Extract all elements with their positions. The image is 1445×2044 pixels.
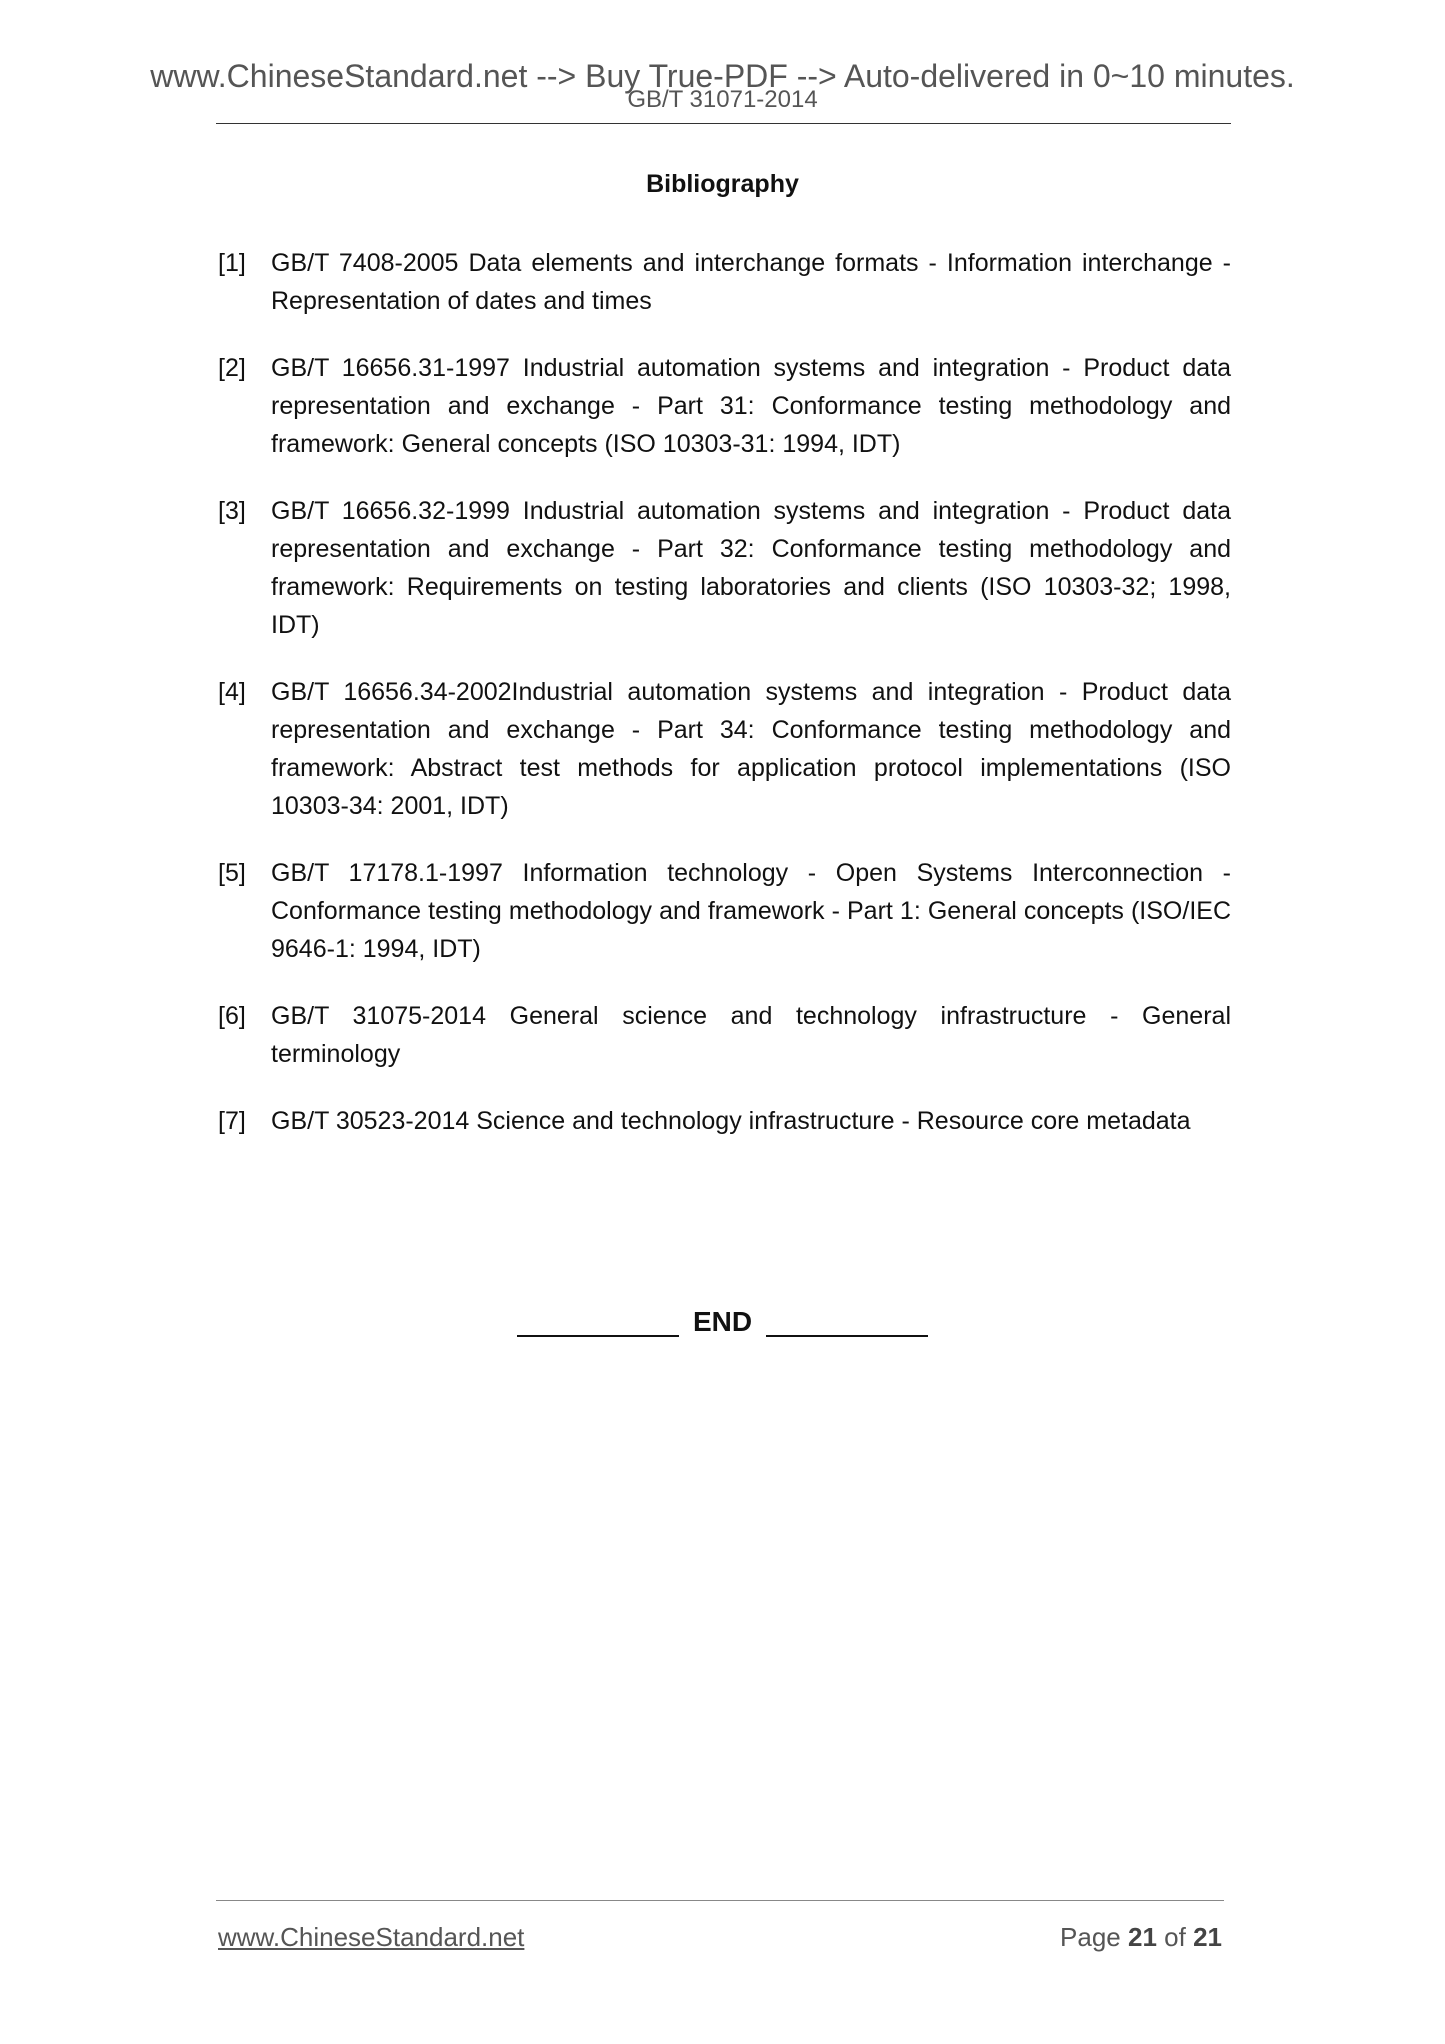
reference-item-2 xyxy=(218,349,1231,463)
reference-item-1 xyxy=(218,244,1231,320)
page-current: 21 xyxy=(1128,1922,1157,1952)
footer-divider xyxy=(216,1900,1224,1901)
reference-number: [2] xyxy=(218,354,246,382)
reference-text: GB/T 16656.31-1997 Industrial automation systems and integration - Product data representation and exchange - Part 31: Conformance testing methodology and framework: General concepts (ISO 10303-31: 1994, IDT) xyxy=(271,354,1231,458)
reference-item-7 xyxy=(218,1102,1231,1140)
reference-item-6 xyxy=(218,997,1231,1073)
end-label: END xyxy=(692,1306,753,1337)
reference-item-3 xyxy=(218,492,1231,644)
reference-number: [3] xyxy=(218,497,246,525)
reference-text: GB/T 31075-2014 General science and technology infrastructure - General terminology xyxy=(271,1002,1231,1068)
reference-number: [4] xyxy=(218,678,246,706)
header-banner: www.ChineseStandard.net --> Buy True-PDF --> Auto-delivered in 0~10 minutes. xyxy=(150,58,1295,94)
page-indicator xyxy=(1060,1922,1222,1953)
page-total: 21 xyxy=(1193,1922,1222,1952)
document-code: GB/T 31071-2014 xyxy=(627,86,818,113)
header-divider xyxy=(216,123,1231,124)
reference-text: GB/T 7408-2005 Data elements and interchange formats - Information interchange - Representation of dates and times xyxy=(271,249,1231,315)
end-rule-right xyxy=(766,1335,928,1337)
reference-item-5 xyxy=(218,854,1231,968)
section-title: Bibliography xyxy=(646,170,799,198)
reference-number: [6] xyxy=(218,1002,246,1030)
reference-number: [7] xyxy=(218,1107,246,1135)
page-prefix: Page xyxy=(1060,1922,1121,1952)
reference-list xyxy=(218,244,1231,1169)
reference-text: GB/T 16656.34-2002Industrial automation systems and integration - Product data representation and exchange - Part 34: Conformance testing methodology and framework: Abstract test methods for application protocol implementations (ISO 10303-34: 2001, IDT) xyxy=(271,678,1231,820)
reference-item-4 xyxy=(218,673,1231,825)
reference-text: GB/T 16656.32-1999 Industrial automation systems and integration - Product data representation and exchange - Part 32: Conformance testing methodology and framework: Requirements on testing laboratories and clients (ISO 10303-32; 1998, IDT) xyxy=(271,497,1231,639)
reference-text: GB/T 30523-2014 Science and technology infrastructure - Resource core metadata xyxy=(271,1107,1191,1135)
reference-number: [1] xyxy=(218,249,246,277)
end-marker xyxy=(0,1306,1445,1338)
page-of: of xyxy=(1164,1922,1186,1952)
reference-text: GB/T 17178.1-1997 Information technology - Open Systems Interconnection - Conformance testing methodology and framework - Part 1: General concepts (ISO/IEC 9646-1: 1994, IDT) xyxy=(271,859,1231,963)
footer-website-link[interactable]: www.ChineseStandard.net xyxy=(218,1922,525,1952)
end-rule-left xyxy=(517,1335,679,1337)
reference-number: [5] xyxy=(218,859,246,887)
